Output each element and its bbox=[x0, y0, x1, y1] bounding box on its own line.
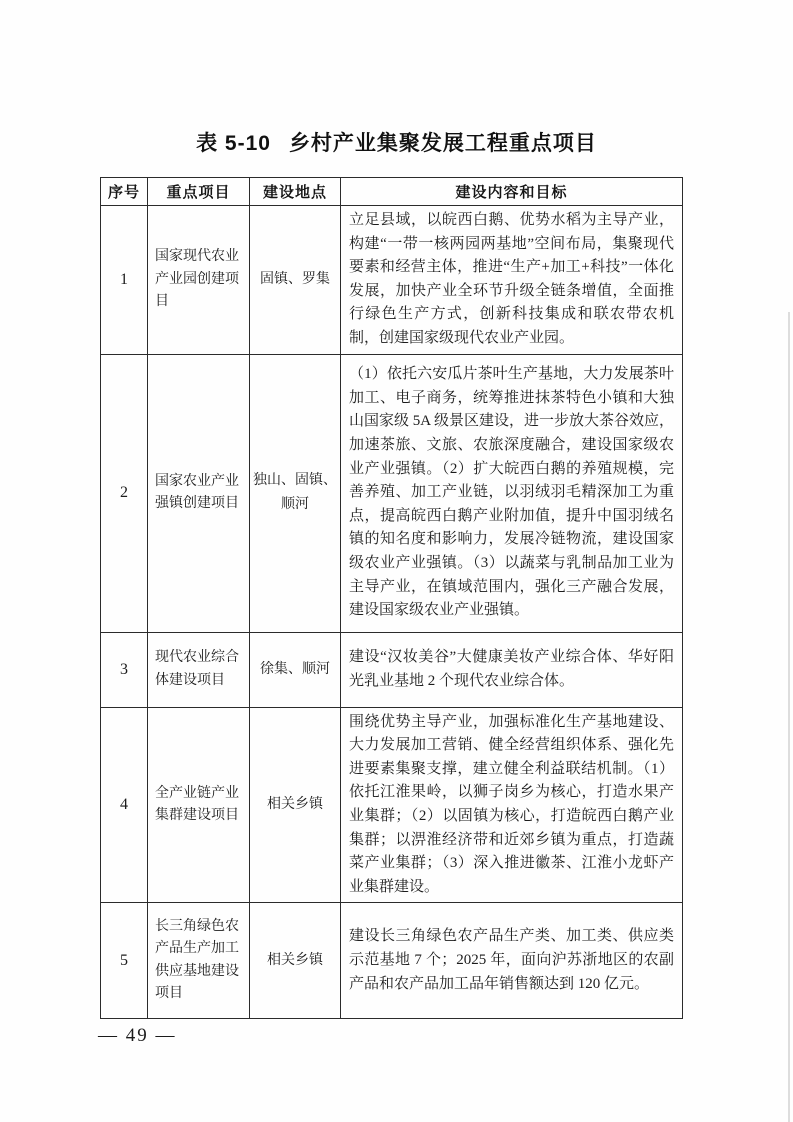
page-number: — 49 — bbox=[98, 1025, 177, 1046]
table-row bbox=[101, 707, 683, 903]
scan-edge-artifact bbox=[788, 312, 790, 1122]
cell-project: 全产业链产业集群建设项目 bbox=[148, 707, 250, 903]
table-row bbox=[101, 354, 683, 632]
cell-project: 长三角绿色农产品生产加工供应基地建设项目 bbox=[148, 903, 250, 1019]
cell-location: 相关乡镇 bbox=[250, 707, 341, 903]
cell-location: 徐集、顺河 bbox=[250, 632, 341, 707]
column-header-content: 建设内容和目标 bbox=[341, 178, 683, 206]
cell-serial: 4 bbox=[101, 707, 148, 903]
cell-project: 国家现代农业产业园创建项目 bbox=[148, 206, 250, 355]
table-row bbox=[101, 903, 683, 1019]
cell-content: （1）依托六安瓜片茶叶生产基地，大力发展茶叶加工、电子商务，统筹推进抹茶特色小镇和大独山国家级 5A 级景区建设，进一步放大茶谷效应，加速茶旅、文旅、农旅深度融合，建设国家级农业产业强镇。（2）扩大皖西白鹅的养殖规模，完善养殖、加工产业链，以羽绒羽毛精深加工为重点，提高皖西白鹅产业附加值，提升中国羽绒名镇的知名度和影响力，发展冷链物流，建设国家级农业产业强镇。（3）以蔬菜与乳制品加工业为主导产业，在镇域范围内，强化三产融合发展，建设国家级农业产业强镇。 bbox=[341, 354, 683, 632]
cell-project: 现代农业综合体建设项目 bbox=[148, 632, 250, 707]
cell-content: 围绕优势主导产业，加强标准化生产基地建设、大力发展加工营销、健全经营组织体系、强化先进要素集聚支撑，建立健全利益联结机制。（1）依托江淮果岭，以狮子岗乡为核心，打造水果产业集群；（2）以固镇为核心，打造皖西白鹅产业集群；以淠淮经济带和近郊乡镇为重点，打造蔬菜产业集群；（3）深入推进徽茶、江淮小龙虾产业集群建设。 bbox=[341, 707, 683, 903]
table-row bbox=[101, 632, 683, 707]
table-number-label: 表 5-10 bbox=[196, 132, 271, 155]
cell-project: 国家农业产业强镇创建项目 bbox=[148, 354, 250, 632]
table-title-text: 乡村产业集聚发展工程重点项目 bbox=[288, 132, 597, 155]
cell-location: 相关乡镇 bbox=[250, 903, 341, 1019]
cell-serial: 5 bbox=[101, 903, 148, 1019]
table-header-row bbox=[101, 178, 683, 206]
cell-location: 独山、固镇、顺河 bbox=[250, 354, 341, 632]
table-row bbox=[101, 206, 683, 355]
cell-content: 立足县域，以皖西白鹅、优势水稻为主导产业，构建“一带一核两园两基地”空间布局，集聚现代要素和经营主体，推进“生产+加工+科技”一体化发展，加快产业全环节升级全链条增值，全面推行绿色生产方式，创新科技集成和联农带农机制，创建国家级现代农业产业园。 bbox=[341, 206, 683, 355]
projects-table bbox=[100, 177, 683, 1019]
cell-location: 固镇、罗集 bbox=[250, 206, 341, 355]
column-header-serial: 序号 bbox=[101, 178, 148, 206]
cell-content: 建设“汉妆美谷”大健康美妆产业综合体、华好阳光乳业基地 2 个现代农业综合体。 bbox=[341, 632, 683, 707]
cell-serial: 1 bbox=[101, 206, 148, 355]
page-title bbox=[0, 127, 793, 157]
cell-content: 建设长三角绿色农产品生产类、加工类、供应类示范基地 7 个；2025 年，面向沪苏浙地区的农副产品和农产品加工品年销售额达到 120 亿元。 bbox=[341, 903, 683, 1019]
column-header-location: 建设地点 bbox=[250, 178, 341, 206]
cell-serial: 3 bbox=[101, 632, 148, 707]
column-header-project: 重点项目 bbox=[148, 178, 250, 206]
cell-serial: 2 bbox=[101, 354, 148, 632]
